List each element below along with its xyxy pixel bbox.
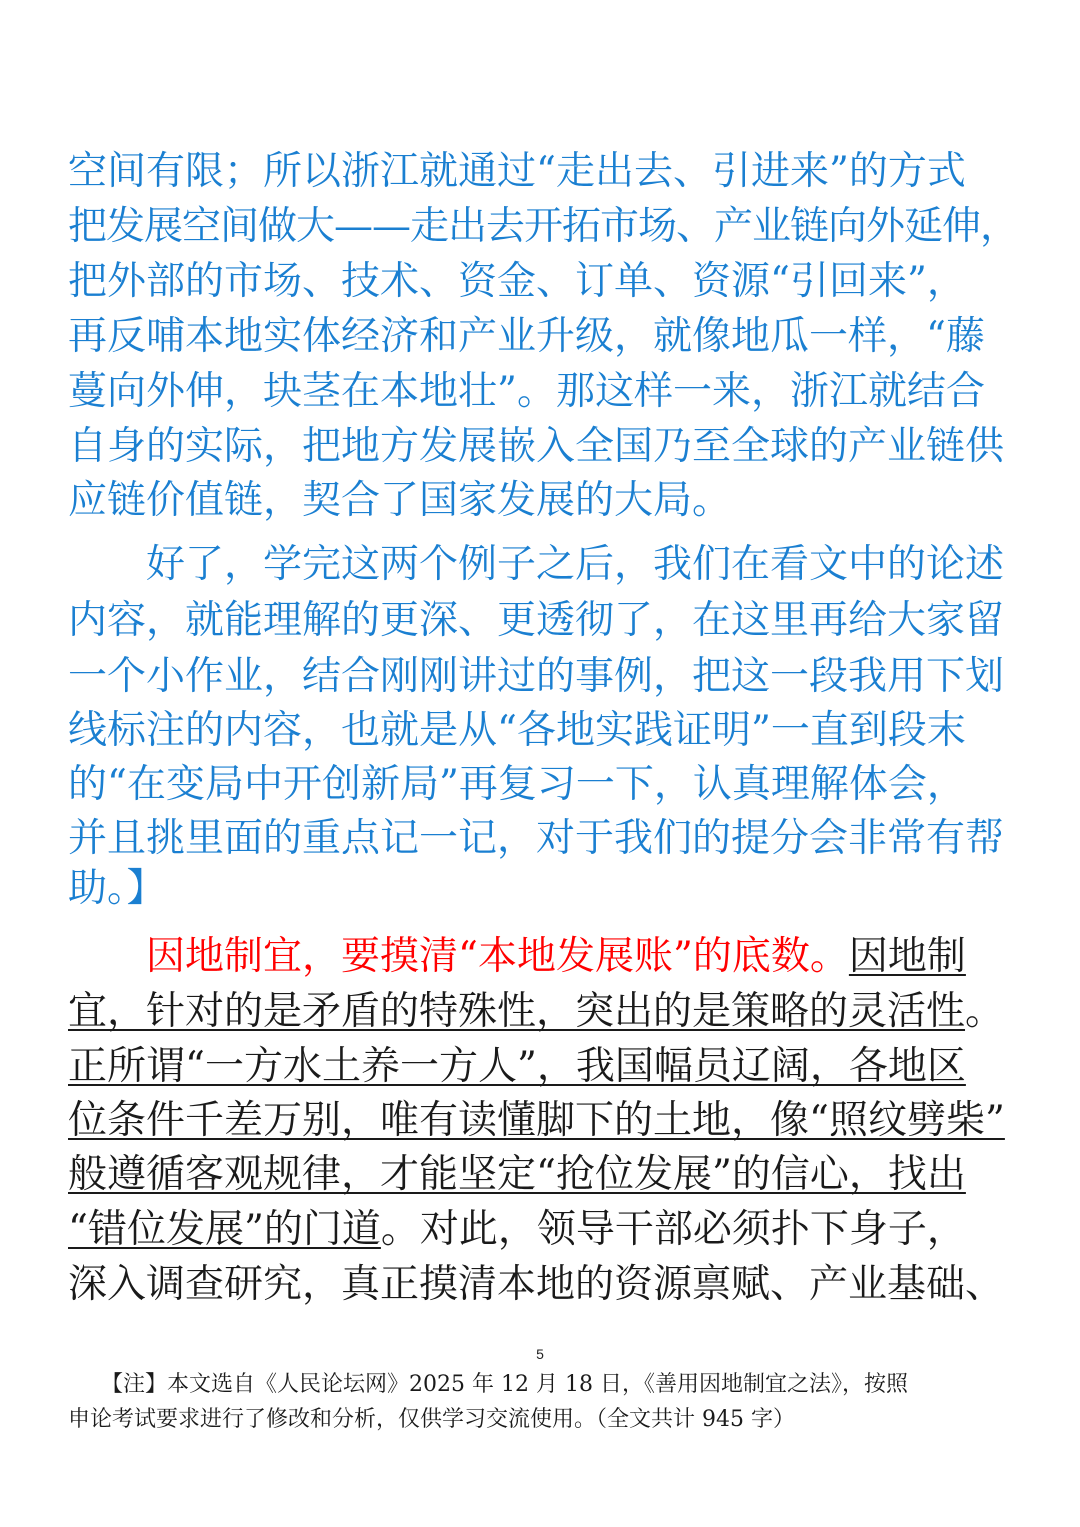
main-paragraph-line <box>68 985 1018 1039</box>
page-number: 5 <box>536 1346 544 1362</box>
commentary-line: 助。】 <box>68 866 166 911</box>
main-paragraph-line <box>68 930 1018 984</box>
footnote-line: 【注】本文选自《人民论坛网》2025 年 12 月 18 日，《善用因地制宜之法》，按照 <box>68 1372 908 1397</box>
main-paragraph-line <box>68 1203 1018 1257</box>
commentary-line: 自身的实际，把地方发展嵌入全国乃至全球的产业链供 <box>68 424 1005 469</box>
text-tail: 。对此，领导干部必须扑下身子， <box>380 1207 966 1252</box>
commentary-line: 应链价值链，契合了国家发展的大局。 <box>68 478 732 523</box>
text-tail: 。 <box>965 989 1005 1034</box>
underlined-text: 宜，针对的是矛盾的特殊性，突出的是策略的灵活性 <box>68 989 966 1034</box>
commentary-line: 的“在变局中开创新局”再复习一下，认真理解体会， <box>68 762 966 807</box>
commentary-line: 把外部的市场、技术、资金、订单、资源“引回来”， <box>68 259 966 304</box>
underlined-text: 因地制 <box>848 934 966 979</box>
commentary-line: 再反哺本地实体经济和产业升级，就像地瓜一样，“藤 <box>68 314 985 359</box>
commentary-line: 把发展空间做大——走出去开拓市场、产业链向外延伸， <box>68 204 1019 249</box>
commentary-line: 蔓向外伸，块茎在本地壮”。那这样一来，浙江就结合 <box>68 369 985 414</box>
commentary-line: 好了，学完这两个例子之后，我们在看文中的论述 <box>68 542 1005 587</box>
commentary-line: 并且挑里面的重点记一记，对于我们的提分会非常有帮 <box>68 816 1005 861</box>
underlined-text: “错位发展”的门道 <box>68 1207 381 1252</box>
footnote-line: 申论考试要求进行了修改和分析，仅供学习交流使用。（全文共计 945 字） <box>68 1407 795 1432</box>
main-paragraph-line: 般遵循客观规律，才能坚定“抢位发展”的信心，找出 <box>68 1152 966 1197</box>
commentary-line: 内容，就能理解的更深、更透彻了，在这里再给大家留 <box>68 598 1005 643</box>
main-paragraph-line: 位条件千差万别，唯有读懂脚下的土地，像“照纹劈柴” <box>68 1098 1005 1143</box>
commentary-line: 线标注的内容，也就是从“各地实践证明”一直到段末 <box>68 708 966 753</box>
section-heading: 因地制宜，要摸清“本地发展账”的底数。 <box>68 934 849 979</box>
main-paragraph-line: 正所谓“一方水土养一方人”，我国幅员辽阔，各地区 <box>68 1044 966 1089</box>
commentary-line: 一个小作业，结合刚刚讲过的事例，把这一段我用下划 <box>68 654 1005 699</box>
main-paragraph-line: 深入调查研究，真正摸清本地的资源禀赋、产业基础、 <box>68 1262 1005 1307</box>
commentary-line: 空间有限；所以浙江就通过“走出去、引进来”的方式 <box>68 149 966 194</box>
